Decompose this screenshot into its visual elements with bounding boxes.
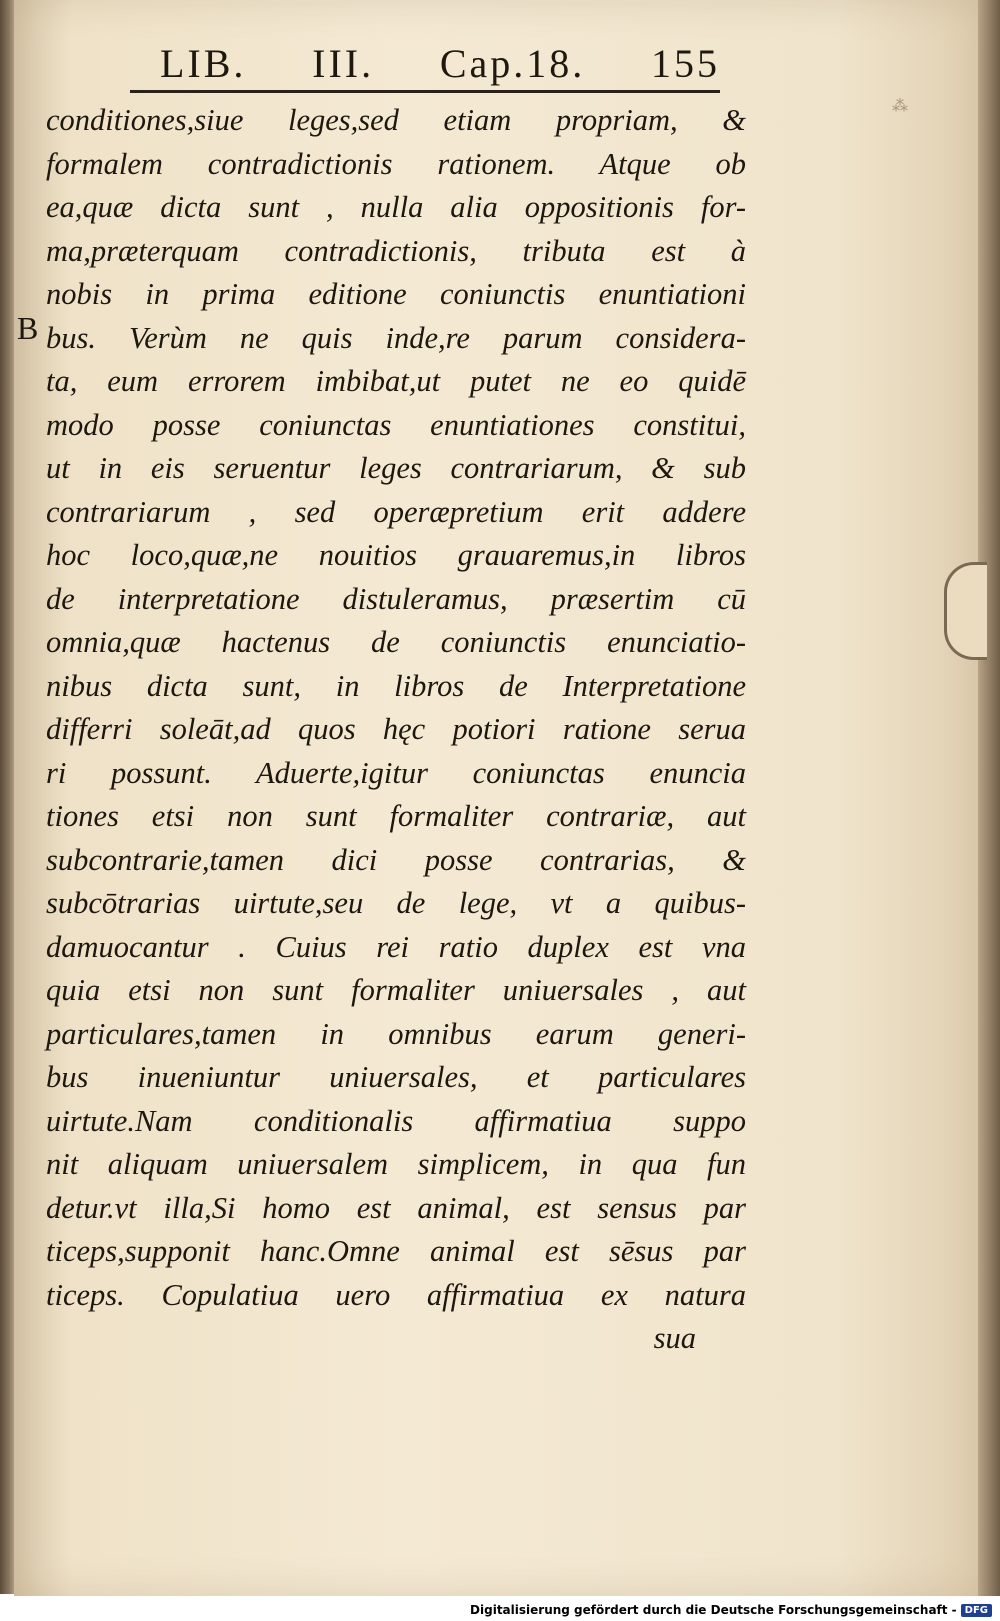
header-rule <box>130 90 720 93</box>
running-head <box>160 40 720 87</box>
text-line: hoc loco,quæ,ne nouitios grauaremus,in libros <box>46 538 746 572</box>
text-line: detur.vt illa,Si homo est animal, est sensus par <box>46 1190 746 1225</box>
text-line: nit aliquam uniuersalem simplicem, in qua fun <box>46 1147 746 1181</box>
text-line: bus inueniuntur uniuersales, et particulares <box>46 1060 746 1094</box>
margin-note: B <box>17 310 39 346</box>
page-number: 155 <box>651 41 720 86</box>
text-line: nobis in prima editione coniunctis enuntiationi <box>46 277 746 311</box>
dfg-logo: DFG <box>961 1604 992 1617</box>
text-line: formalem contradictionis rationem. Atque ob <box>46 146 746 181</box>
text-line: differri soleāt,ad quos hęc potiori ratione serua <box>46 712 746 746</box>
text-line: uirtute.Nam conditionalis affirmatiua suppo <box>46 1103 746 1138</box>
body-text <box>46 99 746 1361</box>
text-line: omnia,quæ hactenus de coniunctis enunciatio- <box>46 625 746 659</box>
text-line: de interpretatione distuleramus, præsertim cū <box>46 581 746 616</box>
text-line: ta, eum errorem imbibat,ut putet ne eo quidē <box>46 364 746 398</box>
bleed-through-mark: ⁂ <box>892 96 908 115</box>
running-head-book: III. <box>312 41 375 86</box>
text-line: ma,præterquam contradictionis, tributa est à <box>46 233 746 268</box>
text-line: conditiones,siue leges,sed etiam propriam, & <box>46 103 746 137</box>
text-line: bus. Verùm ne quis inde,re parum considera- <box>46 320 746 355</box>
text-line: contrariarum , sed operæpretium erit addere <box>46 494 746 529</box>
running-head-chapter: Cap.18. <box>439 41 586 86</box>
text-line: tiones etsi non sunt formaliter contrariæ, aut <box>46 799 746 833</box>
text-line: quia etsi non sunt formaliter uniuersales , aut <box>46 973 746 1007</box>
text-line: ticeps. Copulatiua uero affirmatiua ex natura <box>46 1277 746 1312</box>
cover-board-edge <box>978 0 1000 1596</box>
text-line: ri possunt. Aduerte,igitur coniunctas enuncia <box>46 755 746 790</box>
text-line: ea,quæ dicta sunt , nulla alia oppositionis for- <box>46 190 746 224</box>
book-clasp <box>944 562 987 660</box>
running-head-lib: LIB. <box>160 41 247 86</box>
text-line: modo posse coniunctas enuntiationes constitui, <box>46 407 746 442</box>
text-line: ticeps,supponit hanc.Omne animal est sēsus par <box>46 1234 746 1268</box>
footer-text: Digitalisierung gefördert durch die Deutsche Forschungsgemeinschaft - <box>470 1603 957 1617</box>
catchword: sua <box>653 1321 696 1355</box>
text-line: ut in eis seruentur leges contrariarum, & sub <box>46 451 746 485</box>
text-line: damuocantur . Cuius rei ratio duplex est vna <box>46 929 746 964</box>
text-line: subcōtrarias uirtute,seu de lege, vt a quibus- <box>46 886 746 920</box>
digitization-credit <box>470 1603 992 1617</box>
text-line: subcontrarie,tamen dici posse contrarias, & <box>46 842 746 877</box>
text-line: nibus dicta sunt, in libros de Interpretatione <box>46 668 746 703</box>
text-line: particulares,tamen in omnibus earum generi- <box>46 1016 746 1051</box>
